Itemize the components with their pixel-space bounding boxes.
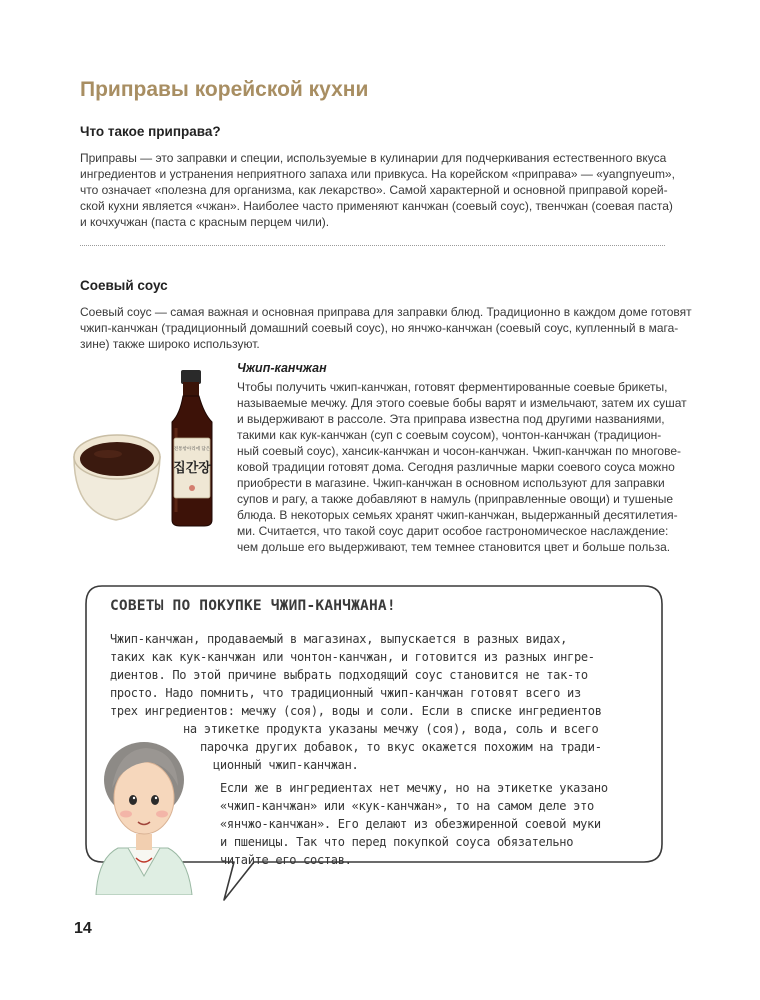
tips-line: Чжип-канчжан, продаваемый в магазинах, выпускается в разных видах, <box>110 632 568 646</box>
page-number: 14 <box>74 920 92 937</box>
soy-sauce-illustration <box>68 362 233 537</box>
subheading-chzhip-kanchzhan: Чжип-канчжан <box>237 361 327 375</box>
section1-paragraph <box>80 150 675 230</box>
text-line: Чтобы получить чжип-канчжан, готовят ферментированные соевые брикеты, <box>237 380 668 394</box>
text-line: такими как кук-канчжан (суп с соевым соусом), чонтон-канчжан (традицион- <box>237 428 662 442</box>
text-line: ингредиентов и устранения неприятного запаха или привкуса. На корейском «приправа» — «yangnyeum», <box>80 167 675 181</box>
text-line: приобрести в магазине. Чжип-канчжан в основном используют для заправки <box>237 476 665 490</box>
section-heading-what-is-seasoning: Что такое приправа? <box>80 124 221 139</box>
tips-line: «чжип-канчжан» или «кук-канчжан», то на самом деле это <box>220 799 594 813</box>
text-line: зине) также широко используют. <box>80 337 260 351</box>
tips-line: таких как кук-канчжан или чонтон-канчжан, и готовится из разных ингре- <box>110 650 595 664</box>
grandmother-illustration <box>88 730 198 895</box>
text-line: ми. Считается, что такой соус дарит особое гастрономическое наслаждение: <box>237 524 669 538</box>
bottle-small-label: 전통항아리에 담은 <box>173 447 211 452</box>
tips-line: на этикетке продукта указаны мечжу (соя), вода, соль и всего <box>183 722 599 736</box>
text-line: что означает «полезна для организма, как лекарство». Самой характерной и основной приправой корей- <box>80 183 668 197</box>
soy-bottle-icon <box>172 370 212 526</box>
tips-title: СОВЕТЫ ПО ПОКУПКЕ ЧЖИП-КАНЧЖАНА! <box>110 598 396 614</box>
text-line: ный соевый соус), хансик-канчжан и чосон-канчжан. Чжип-канчжан по многове- <box>237 444 682 458</box>
text-line: чжип-канчжан (традиционный домашний соевый соус), но янчжо-канчжан (соевый соус, купленный в мага- <box>80 321 679 335</box>
tips-line: трех ингредиентов: мечжу (соя), воды и соли. Если в списке ингредиентов <box>110 704 602 718</box>
text-line: Соевый соус — самая важная и основная приправа для заправки блюд. Традиционно в каждом доме готовят <box>80 305 692 319</box>
tips-line: ционный чжип-канчжан. <box>213 758 359 772</box>
tips-line: Если же в ингредиентах нет мечжу, но на этикетке указано <box>220 781 608 795</box>
text-line: блюда. В некоторых семьях хранят чжип-канчжан, выдержанный десятилетия- <box>237 508 678 522</box>
text-line: ковой традиции готовят дома. Сегодня различные марки соевого соуса можно <box>237 460 675 474</box>
chzhip-kanchzhan-paragraph <box>237 379 687 555</box>
tips-line: просто. Надо помнить, что традиционный чжип-канчжан готовят всего из <box>110 686 581 700</box>
bowl-icon <box>74 435 160 520</box>
text-line: чем дольше его выдерживают, тем темнее становится цвет и больше польза. <box>237 540 671 554</box>
tips-line: и пшеницы. Так что перед покупкой соуса обязательно <box>220 835 574 849</box>
page-title: Приправы корейской кухни <box>80 78 369 101</box>
section2-paragraph <box>80 304 692 352</box>
text-line: и выдерживают в рассоле. Эта приправа известна под другими названиями, <box>237 412 665 426</box>
tips-line: читайте его состав. <box>220 853 352 867</box>
text-line: называемые мечжу. Для этого соевые бобы варят и измельчают, затем их сушат <box>237 396 687 410</box>
text-line: супов и рагу, а также добавляют в намуль (приправленные овощи) и тушеные <box>237 492 674 506</box>
dotted-divider <box>80 245 665 246</box>
tips-line: парочка других добавок, то вкус окажется похожим на тради- <box>200 740 602 754</box>
text-line: Приправы — это заправки и специи, используемые в кулинарии для подчеркивания естественного вкуса <box>80 151 667 165</box>
text-line: и кочхучжан (паста с красным перцем чили). <box>80 215 330 229</box>
bottle-label: 집간장 <box>173 461 211 476</box>
section-heading-soy-sauce: Соевый соус <box>80 278 168 293</box>
tips-line: «янчжо-канчжан». Его делают из обезжиренной соевой муки <box>220 817 601 831</box>
tips-line: диентов. По этой причине выбрать подходящий соус становится не так-то <box>110 668 588 682</box>
text-line: ской кухни является «чжан». Наиболее часто применяют канчжан (соевый соус), твенчжан (соевая паста) <box>80 199 673 213</box>
